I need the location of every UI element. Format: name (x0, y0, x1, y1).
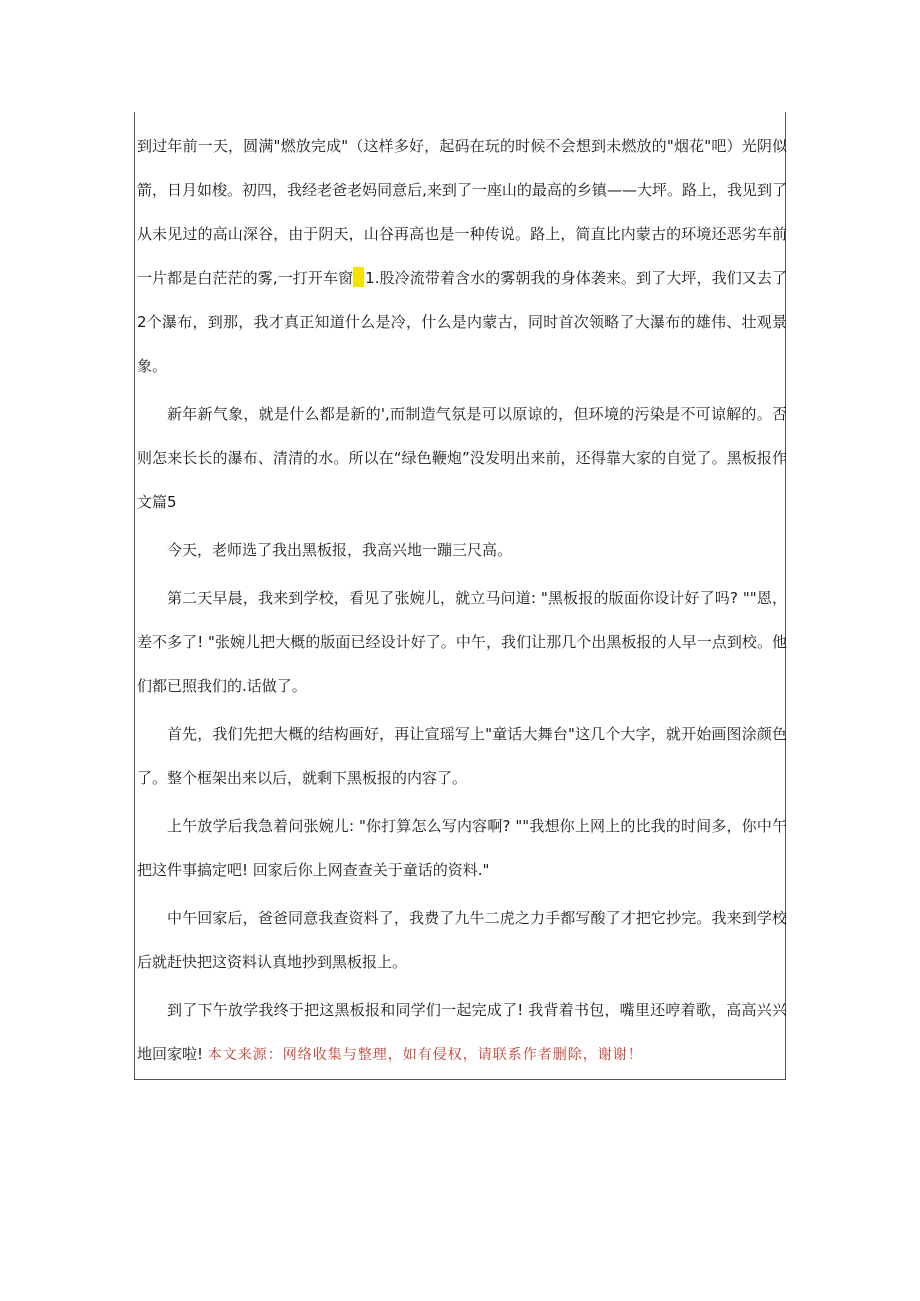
paragraph-5: 首先，我们先把大概的结构画好，再让宣瑶写上"童话大舞台"这几个大字，就开始画图涂颜色了。整个框架出来以后，就剩下黑板报的内容了。 (137, 725, 787, 787)
paragraph-8-text: 到了下午放学我终于把这黑板报和同学们一起完成了! 我背着书包，嘴里还哼着歌，高高兴兴地回家啦! (137, 1001, 787, 1063)
paragraph-8 (137, 988, 787, 1077)
source-note: 本文来源：网络收集与整理，如有侵权，请联系作者删除，谢谢！ (207, 1047, 643, 1063)
paragraph-1-text-before: 到过年前一天，圆满"燃放完成"（这样多好，起码在玩的时候不会想到未燃放的"烟花"吧）光阴似箭，日月如梭。初四，我经老爸老妈同意后,来到了一座山的最高的乡镇——大坪。路上，我见到了从未见过的高山深谷，由于阴天，山谷再高也是一种传说。路上，简直比内蒙古的环境还恶劣车前一片都是白茫茫的雾,一打开车窗 (137, 137, 787, 287)
paragraph-2: 新年新气象，就是什么都是新的',而制造气氛是可以原谅的，但环境的污染是不可谅解的。否则怎来长长的瀑布、清清的水。所以在“绿色鞭炮”没发明出来前，还得靠大家的自觉了。黑板报作文篇5 (137, 405, 787, 511)
paragraph-1 (137, 124, 787, 388)
paragraph-1-text-after: 1.股冷流带着含水的雾朝我的身体袭来。到了大坪，我们又去了2个瀑布，到那，我才真正知道什么是冷，什么是内蒙古，同时首次领略了大瀑布的雄伟、壮观景象。 (137, 269, 787, 375)
paragraph-4: 第二天早晨，我来到学校，看见了张婉儿，就立马问道: "黑板报的版面你设计好了吗? ""恩，差不多了! "张婉儿把大概的版面已经设计好了。中午，我们让那几个出黑板报的人早一点到校。他们都已照我们的.话做了。 (137, 589, 787, 695)
paragraph-3: 今天，老师选了我出黑板报，我高兴地一蹦三尺高。 (167, 541, 513, 559)
text-cursor-highlight (353, 267, 364, 287)
paragraph-7: 中午回家后，爸爸同意我查资料了，我费了九牛二虎之力手都写酸了才把它抄完。我来到学校后就赶快把这资料认真地抄到黑板报上。 (137, 909, 787, 971)
paragraph-6: 上午放学后我急着问张婉儿: "你打算怎么写内容啊? ""我想你上网上的比我的时间多，你中午把这件事搞定吧! 回家后你上网查查关于童话的资料." (137, 817, 787, 879)
article-body (137, 124, 787, 1077)
